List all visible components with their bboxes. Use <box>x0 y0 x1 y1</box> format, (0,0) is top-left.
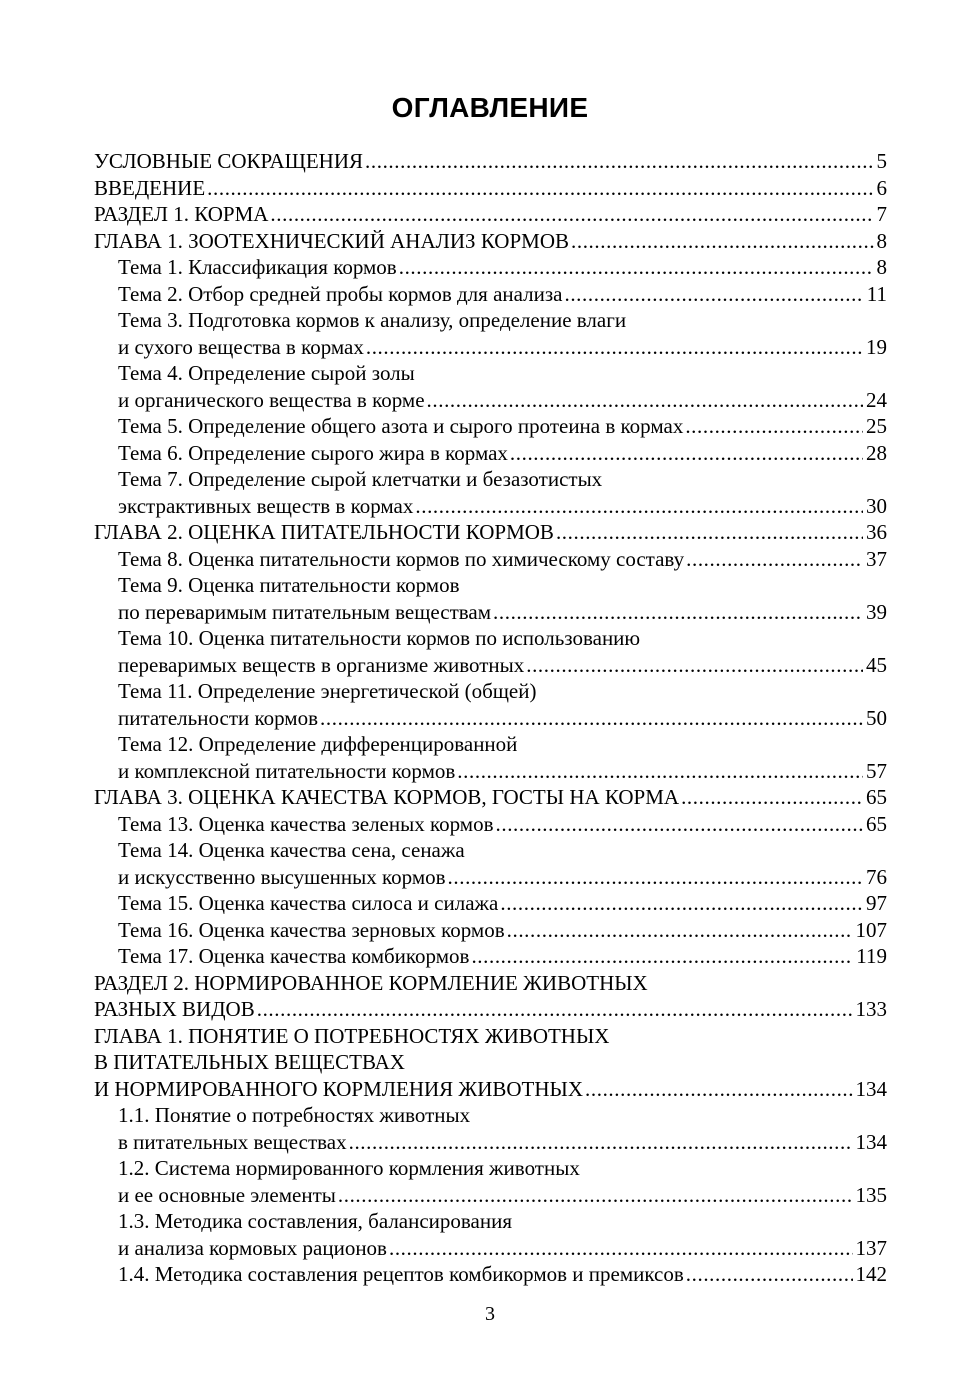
page-number: 3 <box>485 1303 495 1325</box>
toc-entry-text: 1.2. Система нормированного кормления животных <box>118 1156 580 1180</box>
toc-entry[interactable] <box>94 890 887 917</box>
toc-entry-text: ГЛАВА 1. ЗООТЕХНИЧЕСКИЙ АНАЛИЗ КОРМОВ <box>94 228 569 253</box>
toc-page-number: 137 <box>855 1235 887 1260</box>
toc-entry-text: 1.1. Понятие о потребностях животных <box>118 1103 471 1127</box>
dot-leader <box>585 1076 852 1103</box>
toc-page-number: 11 <box>866 281 887 306</box>
toc-page-number: 134 <box>855 1076 887 1101</box>
toc-entry-text: Тема 12. Определение дифференцированной <box>118 732 518 756</box>
toc-entry-text: ВВЕДЕНИЕ <box>94 175 206 200</box>
dot-leader <box>500 890 863 917</box>
toc-entry-text: Тема 16. Оценка качества зерновых кормов <box>118 917 505 942</box>
toc-page-number: 97 <box>866 891 887 915</box>
toc-entry-text: Тема 17. Оценка качества комбикормов <box>118 944 470 968</box>
toc-page-number: 6 <box>876 175 887 200</box>
toc-page-number: 36 <box>866 520 887 544</box>
toc-page-number: 57 <box>866 758 887 783</box>
toc-page-number: 134 <box>855 1129 887 1154</box>
toc-entry-text: по переваримым питательным веществам <box>118 599 492 624</box>
toc-entry[interactable] <box>94 413 887 440</box>
toc-entry[interactable] <box>94 1023 887 1103</box>
toc-page-number: 5 <box>876 149 887 173</box>
toc-entry[interactable] <box>94 1102 887 1155</box>
toc-entry-text: и органического вещества в корме <box>118 387 425 412</box>
toc-entry-text: и сухого вещества в кормах <box>118 334 364 359</box>
toc-entry-text: Тема 7. Определение сырой клетчатки и безазотистых <box>118 467 603 491</box>
dot-leader <box>510 440 863 467</box>
toc-page-number: 8 <box>876 228 887 253</box>
toc-entry-text: и анализа кормовых рационов <box>118 1235 387 1260</box>
toc-page-number: 135 <box>855 1182 887 1207</box>
dot-leader <box>389 1235 853 1262</box>
toc-entry-text: Тема 3. Подготовка кормов к анализу, определение влаги <box>118 308 627 332</box>
toc-page-number: 37 <box>866 546 887 571</box>
dot-leader <box>257 996 853 1023</box>
dot-leader <box>681 784 863 811</box>
toc-entry[interactable] <box>94 943 887 970</box>
toc-entry-text: Тема 15. Оценка качества силоса и силажа <box>118 891 499 915</box>
toc-page-number: 30 <box>866 493 887 518</box>
toc-page-number: 45 <box>866 652 887 677</box>
toc-entry-text: и комплексной питательности кормов <box>118 758 456 783</box>
toc-entry[interactable] <box>94 228 887 255</box>
dot-leader <box>338 1182 853 1209</box>
dot-leader <box>320 705 863 732</box>
toc-entry-text: питательности кормов <box>118 705 319 730</box>
toc-entry[interactable] <box>94 440 887 467</box>
dot-leader <box>571 228 874 255</box>
toc-entry[interactable] <box>94 731 887 784</box>
dot-leader <box>457 758 863 785</box>
toc-page-number: 119 <box>856 944 887 968</box>
dot-leader <box>415 493 863 520</box>
dot-leader <box>556 519 863 546</box>
dot-leader <box>564 281 863 308</box>
dot-leader <box>448 864 863 891</box>
page-title: ОГЛАВЛЕНИЕ <box>391 92 589 123</box>
toc-entry-text: 1.3. Методика составления, балансирования <box>118 1209 513 1233</box>
toc-entry-text: экстрактивных веществ в кормах <box>118 493 414 518</box>
dot-leader <box>349 1129 853 1156</box>
toc-entry-text: 1.4. Методика составления рецептов комбикормов и премиксов <box>118 1262 684 1286</box>
toc-page-number: 7 <box>876 202 887 226</box>
toc-entry-text: Тема 6. Определение сырого жира в кормах <box>118 440 508 465</box>
toc-entry[interactable] <box>94 148 887 175</box>
toc-page-number: 8 <box>876 255 887 279</box>
toc-entry[interactable] <box>94 784 887 811</box>
toc-entry[interactable] <box>94 1208 887 1261</box>
toc-entry[interactable] <box>94 546 887 573</box>
table-of-contents <box>94 148 887 1288</box>
dot-leader <box>427 387 863 414</box>
toc-entry[interactable] <box>94 281 887 308</box>
toc-entry-text: Тема 8. Оценка питательности кормов по химическому составу <box>118 546 685 571</box>
dot-leader <box>366 334 863 361</box>
toc-page-number: 39 <box>866 599 887 624</box>
toc-entry-text: Тема 10. Оценка питательности кормов по использованию <box>118 626 641 650</box>
toc-entry-text: Тема 9. Оценка питательности кормов <box>118 573 460 597</box>
dot-leader <box>270 201 873 228</box>
toc-page-number: 24 <box>866 387 887 412</box>
dot-leader <box>207 175 873 202</box>
toc-entry-text: ГЛАВА 2. ОЦЕНКА ПИТАТЕЛЬНОСТИ КОРМОВ <box>94 520 554 544</box>
dot-leader <box>365 148 873 175</box>
dot-leader <box>526 652 863 679</box>
toc-page-number: 107 <box>855 917 887 942</box>
toc-page-number: 25 <box>866 414 887 438</box>
toc-entry-text: ГЛАВА 3. ОЦЕНКА КАЧЕСТВА КОРМОВ, ГОСТЫ НА КОРМА <box>94 785 680 809</box>
toc-entry[interactable] <box>94 254 887 281</box>
toc-page-number: 50 <box>866 705 887 730</box>
toc-page-number: 142 <box>855 1262 887 1286</box>
toc-entry-text: Тема 13. Оценка качества зеленых кормов <box>118 811 494 836</box>
toc-entry[interactable] <box>94 970 887 1023</box>
toc-entry[interactable] <box>94 175 887 202</box>
toc-entry[interactable] <box>94 1155 887 1208</box>
toc-page-number: 76 <box>866 864 887 889</box>
toc-entry[interactable] <box>94 466 887 519</box>
toc-entry[interactable] <box>94 811 887 838</box>
toc-entry[interactable] <box>94 572 887 625</box>
toc-entry[interactable] <box>94 360 887 413</box>
toc-entry[interactable] <box>94 201 887 228</box>
toc-page-number: 65 <box>866 785 887 809</box>
toc-page-number: 19 <box>866 334 887 359</box>
dot-leader <box>496 811 864 838</box>
dot-leader <box>685 413 863 440</box>
toc-entry-text: РАЗДЕЛ 2. НОРМИРОВАННОЕ КОРМЛЕНИЕ ЖИВОТНЫХ <box>94 970 648 995</box>
toc-entry-text: РАЗДЕЛ 1. КОРМА <box>94 202 269 226</box>
dot-leader <box>686 1261 853 1288</box>
toc-page-number: 28 <box>866 440 887 465</box>
toc-page-number: 65 <box>866 811 887 836</box>
toc-entry-text: И НОРМИРОВАННОГО КОРМЛЕНИЯ ЖИВОТНЫХ <box>94 1076 584 1101</box>
dot-leader <box>686 546 863 573</box>
toc-entry[interactable] <box>94 307 887 360</box>
toc-entry-text: переваримых веществ в организме животных <box>118 652 525 677</box>
toc-entry-text: Тема 5. Определение общего азота и сырого протеина в кормах <box>118 414 684 438</box>
toc-entry-text: В ПИТАТЕЛЬНЫХ ВЕЩЕСТВАХ <box>94 1050 405 1074</box>
toc-entry-text: РАЗНЫХ ВИДОВ <box>94 997 255 1021</box>
toc-entry[interactable] <box>94 625 887 678</box>
toc-entry-text: Тема 2. Отбор средней пробы кормов для анализа <box>118 281 563 306</box>
toc-entry-text: Тема 4. Определение сырой золы <box>118 361 415 385</box>
dot-leader <box>507 917 853 944</box>
toc-entry[interactable] <box>94 1261 887 1288</box>
toc-entry-text: ГЛАВА 1. ПОНЯТИЕ О ПОТРЕБНОСТЯХ ЖИВОТНЫХ <box>94 1023 610 1048</box>
toc-entry-text: в питательных веществах <box>118 1129 347 1154</box>
toc-entry[interactable] <box>94 519 887 546</box>
toc-entry-text: Тема 11. Определение энергетической (общей) <box>118 679 537 703</box>
toc-entry-text: Тема 1. Классификация кормов <box>118 255 397 279</box>
dot-leader <box>471 943 853 970</box>
toc-entry[interactable] <box>94 917 887 944</box>
toc-entry-text: и ее основные элементы <box>118 1182 336 1207</box>
toc-page-number: 133 <box>855 997 887 1021</box>
dot-leader <box>493 599 863 626</box>
toc-entry[interactable] <box>94 678 887 731</box>
toc-entry-text: и искусственно высушенных кормов <box>118 864 446 889</box>
toc-entry[interactable] <box>94 837 887 890</box>
dot-leader <box>399 254 874 281</box>
toc-entry-text: УСЛОВНЫЕ СОКРАЩЕНИЯ <box>94 149 364 173</box>
toc-entry-text: Тема 14. Оценка качества сена, сенажа <box>118 838 465 862</box>
